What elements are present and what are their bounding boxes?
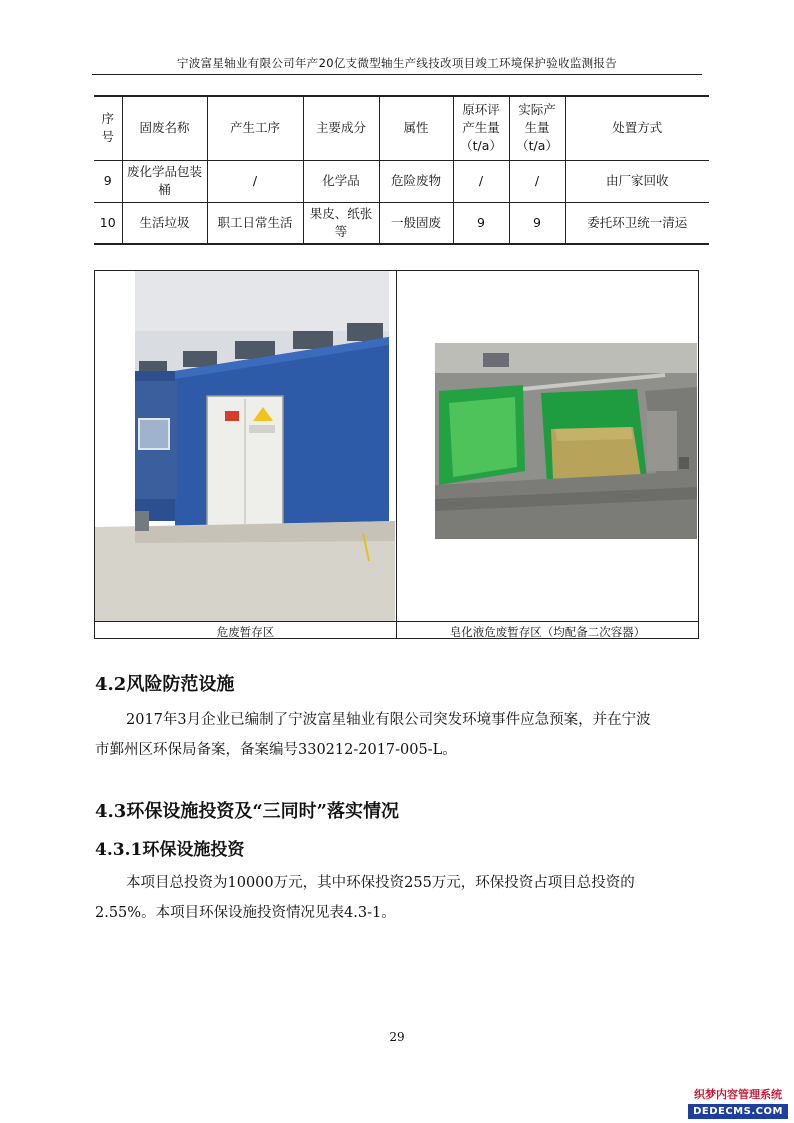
cell-attribute: 一般固废: [379, 202, 453, 244]
section-heading-4-2: 4.2风险防范设施: [95, 674, 235, 695]
watermark-logo: [688, 1087, 788, 1121]
cell-name: 废化学品包装桶: [122, 160, 207, 202]
cell-planned: /: [453, 160, 509, 202]
subsection-heading-4-3-1: 4.3.1环保设施投资: [95, 840, 245, 860]
table-header-row: [94, 96, 709, 160]
cell-component: 果皮、纸张等: [303, 202, 379, 244]
col-header-name: 固废名称: [122, 96, 207, 160]
cell-name: 生活垃圾: [122, 202, 207, 244]
cell-actual: /: [509, 160, 565, 202]
col-header-disposal: 处置方式: [565, 96, 709, 160]
section-4-3-1-paragraph: [95, 868, 705, 928]
cell-process: 职工日常生活: [207, 202, 303, 244]
paragraph-line: 本项目总投资为10000万元，其中环保投资255万元，环保投资占项目总投资的: [126, 875, 635, 891]
col-header-process: 产生工序: [207, 96, 303, 160]
photo-cell-saponification-storage: [397, 271, 698, 621]
col-header-no: 序号: [101, 111, 114, 145]
col-header-component: 主要成分: [303, 96, 379, 160]
cell-actual: 9: [509, 202, 565, 244]
photo-cell-hazardous-storage: [95, 271, 397, 621]
col-header-planned: 原环评产生量（t/a）: [453, 96, 509, 160]
photo-table: [94, 270, 699, 639]
solid-waste-table: [94, 95, 709, 245]
cell-attribute: 危险废物: [379, 160, 453, 202]
cell-no: 9: [103, 172, 112, 188]
section-heading-4-3: 4.3环保设施投资及“三同时”落实情况: [95, 801, 400, 822]
cell-process: /: [207, 160, 303, 202]
cell-disposal: 委托环卫统一清运: [565, 202, 709, 244]
watermark-text: 织梦内容管理系统: [688, 1087, 788, 1103]
col-header-actual: 实际产生量（t/a）: [509, 96, 565, 160]
watermark-url: DEDECMS.COM: [688, 1104, 788, 1119]
page-number: 29: [389, 1030, 405, 1044]
paragraph-line: 2017年3月企业已编制了宁波富星轴业有限公司突发环境事件应急预案，并在宁波: [126, 712, 651, 728]
report-header: 宁波富星轴业有限公司年产20亿支微型轴生产线技改项目竣工环境保护验收监测报告: [176, 56, 618, 70]
col-header-attribute: 属性: [379, 96, 453, 160]
photo-caption-left: 危废暂存区: [95, 622, 397, 638]
cell-component: 化学品: [303, 160, 379, 202]
section-4-2-paragraph: [95, 705, 705, 765]
cell-no: 10: [99, 214, 116, 230]
cell-planned: 9: [453, 202, 509, 244]
paragraph-line: 市鄞州区环保局备案，备案编号330212-2017-005-L。: [95, 742, 457, 758]
header-rule: [92, 74, 702, 75]
cell-disposal: 由厂家回收: [565, 160, 709, 202]
photo-caption-right: 皂化液危废暂存区（均配备二次容器）: [449, 625, 646, 639]
saponification-waste-storage-photo: [397, 271, 697, 621]
paragraph-line: 2.55%。本项目环保设施投资情况见表4.3-1。: [95, 905, 396, 921]
hazardous-waste-storage-photo: [95, 271, 395, 621]
table-row: [94, 160, 709, 202]
caption-row: [95, 621, 698, 639]
table-row: [94, 202, 709, 244]
